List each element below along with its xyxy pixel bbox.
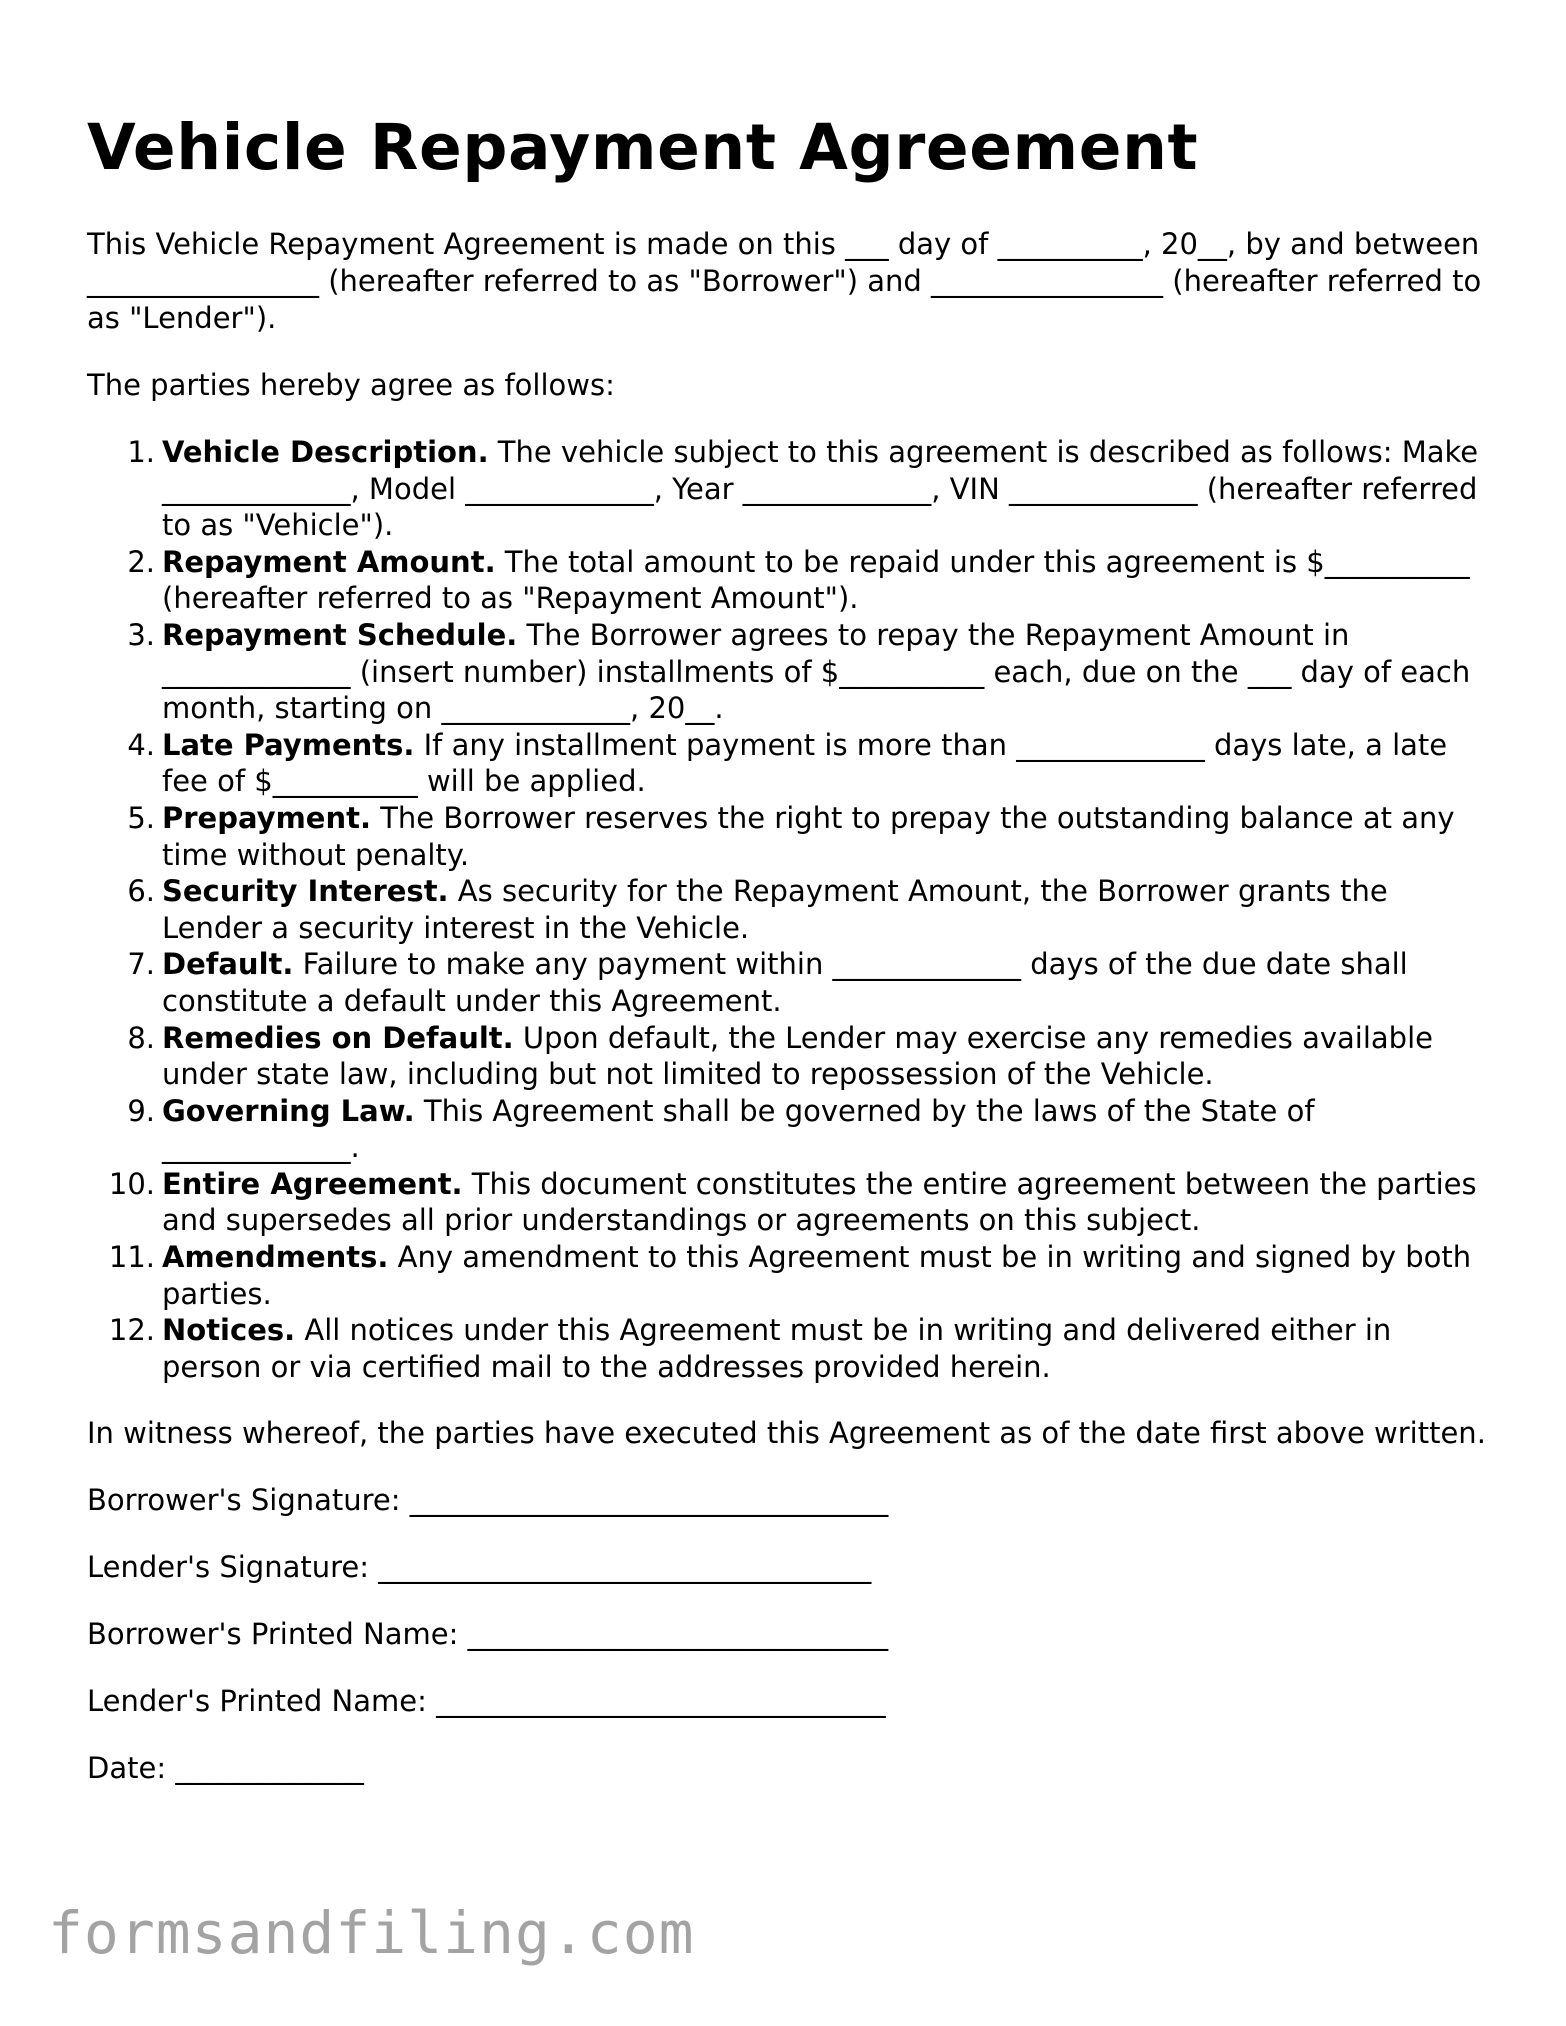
list-item: [127, 544, 1487, 617]
date-field[interactable]: _____________: [175, 1751, 364, 1786]
borrower-signature-line: [87, 1482, 1487, 1519]
witness-paragraph: In witness whereof, the parties have executed this Agreement as of the date first above written.: [87, 1416, 1486, 1451]
item-text: If any installment payment is more than _____________ days late, a late fee of $__________ will be applied.: [162, 727, 1448, 799]
date-line: [87, 1750, 1487, 1787]
terms-list: [87, 434, 1487, 1385]
item-text: The vehicle subject to this agreement is described as follows: Make _____________, Model _____________, Year _____________, VIN _____________ (hereafter referred to as "Vehicle").: [162, 435, 1479, 543]
item-title: Governing Law.: [162, 1093, 415, 1128]
item-text: Failure to make any payment within _____________ days of the due date shall constitute a default under this Agreement.: [162, 947, 1408, 1018]
list-item: [127, 434, 1487, 544]
list-item: [127, 873, 1487, 946]
lender-signature-field[interactable]: __________________________________: [378, 1550, 872, 1585]
lead-paragraph: The parties hereby agree as follows:: [87, 368, 615, 402]
item-number: 11.: [108, 1240, 155, 1275]
item-number: 4.: [127, 727, 155, 762]
item-number: 9.: [127, 1093, 155, 1128]
item-number: 12.: [108, 1313, 155, 1348]
item-title: Security Interest.: [162, 874, 449, 909]
item-number: 2.: [127, 544, 155, 579]
list-item: [108, 1166, 1487, 1239]
item-text: The Borrower agrees to repay the Repayment Amount in _____________ (insert number) installments of $__________ each, due on the ___ day of each month, starting on _____________, 20__.: [162, 617, 1471, 726]
item-number: 3.: [127, 617, 155, 652]
list-item: [127, 946, 1487, 1019]
item-title: Late Payments.: [162, 727, 415, 762]
item-title: Amendments.: [162, 1240, 389, 1275]
watermark: formsandfiling.com: [48, 1899, 695, 1967]
item-title: Remedies on Default.: [162, 1020, 514, 1055]
signature-label: Borrower's Signature:: [87, 1483, 410, 1518]
signature-label: Lender's Printed Name:: [87, 1684, 437, 1719]
item-number: 7.: [127, 947, 155, 982]
list-item: [127, 800, 1487, 873]
item-number: 1.: [127, 435, 155, 469]
item-text: The Borrower reserves the right to prepay the outstanding balance at any time without penalty.: [162, 800, 1455, 872]
signature-label: Date:: [87, 1751, 176, 1786]
item-title: Vehicle Description.: [162, 435, 489, 469]
item-title: Prepayment.: [162, 800, 371, 835]
intro-paragraph: This Vehicle Repayment Agreement is made on this ___ day of __________, 20__, by and between ________________ (hereafter referred to as "Borrower") and ________________ (hereafter referred to as "Lender").: [87, 227, 1482, 335]
document-page: [87, 112, 1487, 1787]
lender-printed-name-field[interactable]: _______________________________: [436, 1684, 886, 1719]
item-number: 10.: [108, 1166, 155, 1201]
lender-signature-line: [87, 1549, 1487, 1586]
list-item: [108, 1239, 1487, 1312]
item-text: Upon default, the Lender may exercise any remedies available under state law, including but not limited to repossession of the Vehicle.: [162, 1020, 1433, 1092]
item-title: Repayment Amount.: [162, 544, 496, 579]
list-item: [127, 1093, 1487, 1166]
list-item: [127, 617, 1487, 727]
lender-printed-name-line: [87, 1683, 1487, 1720]
list-item: [127, 727, 1487, 800]
borrower-signature-field[interactable]: _________________________________: [409, 1483, 889, 1518]
list-item: [108, 1312, 1487, 1385]
item-text: This Agreement shall be governed by the laws of the State of _____________.: [162, 1093, 1315, 1165]
item-title: Repayment Schedule.: [162, 617, 518, 652]
signature-label: Borrower's Printed Name:: [87, 1617, 468, 1652]
borrower-printed-name-line: [87, 1616, 1487, 1653]
item-text: The total amount to be repaid under this agreement is $__________ (hereafter referred to as "Repayment Amount").: [162, 544, 1470, 616]
item-text: All notices under this Agreement must be in writing and delivered either in person or via certified mail to the addresses provided herein.: [162, 1313, 1392, 1384]
item-text: As security for the Repayment Amount, the Borrower grants the Lender a security interest in the Vehicle.: [162, 874, 1388, 945]
list-item: [127, 1020, 1487, 1093]
borrower-printed-name-field[interactable]: _____________________________: [467, 1617, 889, 1652]
item-number: 6.: [127, 874, 155, 909]
item-number: 8.: [127, 1020, 155, 1055]
item-text: Any amendment to this Agreement must be in writing and signed by both parties.: [162, 1240, 1472, 1311]
item-text: This document constitutes the entire agreement between the parties and supersedes all prior understandings or agreements on this subject.: [162, 1166, 1477, 1238]
document-title: Vehicle Repayment Agreement: [87, 111, 1199, 184]
item-title: Notices.: [162, 1313, 296, 1348]
signature-label: Lender's Signature:: [87, 1550, 379, 1585]
item-title: Default.: [162, 947, 294, 982]
item-number: 5.: [127, 800, 155, 835]
item-title: Entire Agreement.: [162, 1166, 463, 1201]
